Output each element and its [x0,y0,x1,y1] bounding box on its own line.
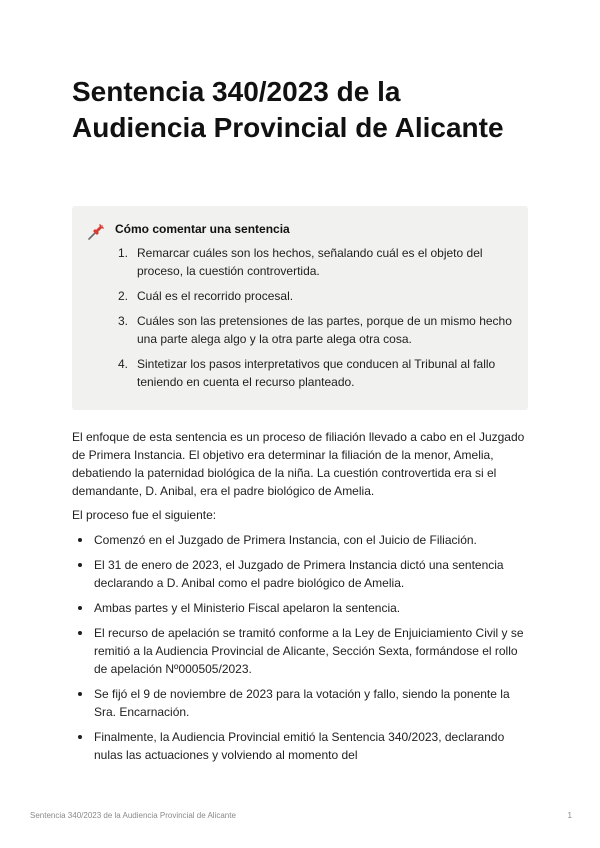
list-number: 1. [118,246,129,260]
callout-list [118,244,516,398]
page-title: Sentencia 340/2023 de la Audiencia Provincial de Alicante [72,76,504,143]
list-text: Finalmente, la Audiencia Provincial emitió la Sentencia 340/2023, declarando nulas las actuaciones y volviendo al momento del [94,730,505,762]
list-text: Remarcar cuáles son los hechos, señalando cuál es el objeto del proceso, la cuestión controvertida. [137,246,483,278]
intro-paragraph: El enfoque de esta sentencia es un proceso de filiación llevado a cabo en el Juzgado de Primera Instancia. El objetivo era determinar la filiación de la menor, Amelia, debatiendo la paternidad biológica de la niña. La cuestión controvertida era si el demandante, D. Anibal, era el padre biológico de Amelia. [72,430,525,498]
page-number: 1 [567,811,572,820]
callout-box [72,206,528,410]
bullet-icon [78,692,82,696]
list-item [72,685,528,721]
list-item [118,244,516,280]
list-text: Sintetizar los pasos interpretativos que conducen al Tribunal al fallo teniendo en cuenta el recurso planteado. [137,357,496,389]
callout-title: Cómo comentar una sentencia [115,222,290,236]
bullet-icon [78,538,82,542]
list-item [118,287,516,305]
list-item [72,728,528,764]
list-text: Ambas partes y el Ministerio Fiscal apelaron la sentencia. [94,601,401,615]
bullet-icon [78,606,82,610]
bullet-icon [78,631,82,635]
list-item [118,355,516,391]
bullet-icon [78,735,82,739]
list-text: Se fijó el 9 de noviembre de 2023 para la votación y fallo, siendo la ponente la Sra. Encarnación. [94,687,510,719]
list-item [72,531,528,549]
list-text: Comenzó en el Juzgado de Primera Instancia, con el Juicio de Filiación. [94,533,477,547]
process-steps-list [72,531,528,771]
list-number: 3. [118,314,129,328]
list-item [72,556,528,592]
list-text: Cuál es el recorrido procesal. [137,289,294,303]
list-text: Cuáles son las pretensiones de las partes, porque de un mismo hecho una parte alega algo y la otra parte alega otra cosa. [137,314,512,346]
list-number: 4. [118,357,129,371]
list-number: 2. [118,289,129,303]
list-item [118,312,516,348]
list-text: El 31 de enero de 2023, el Juzgado de Primera Instancia dictó una sentencia declarando a D. Anibal como el padre biológico de Amelia. [94,558,504,590]
process-lead: El proceso fue el siguiente: [72,508,217,522]
bullet-icon [78,563,82,567]
pushpin-icon [86,220,108,242]
list-item [72,624,528,678]
footer-text: Sentencia 340/2023 de la Audiencia Provincial de Alicante [30,811,236,820]
list-item [72,599,528,617]
list-text: El recurso de apelación se tramitó conforme a la Ley de Enjuiciamiento Civil y se remitió a la Audiencia Provincial de Alicante, Sección Sexta, formándose el rollo de apelación Nº000505/2023. [94,626,524,676]
